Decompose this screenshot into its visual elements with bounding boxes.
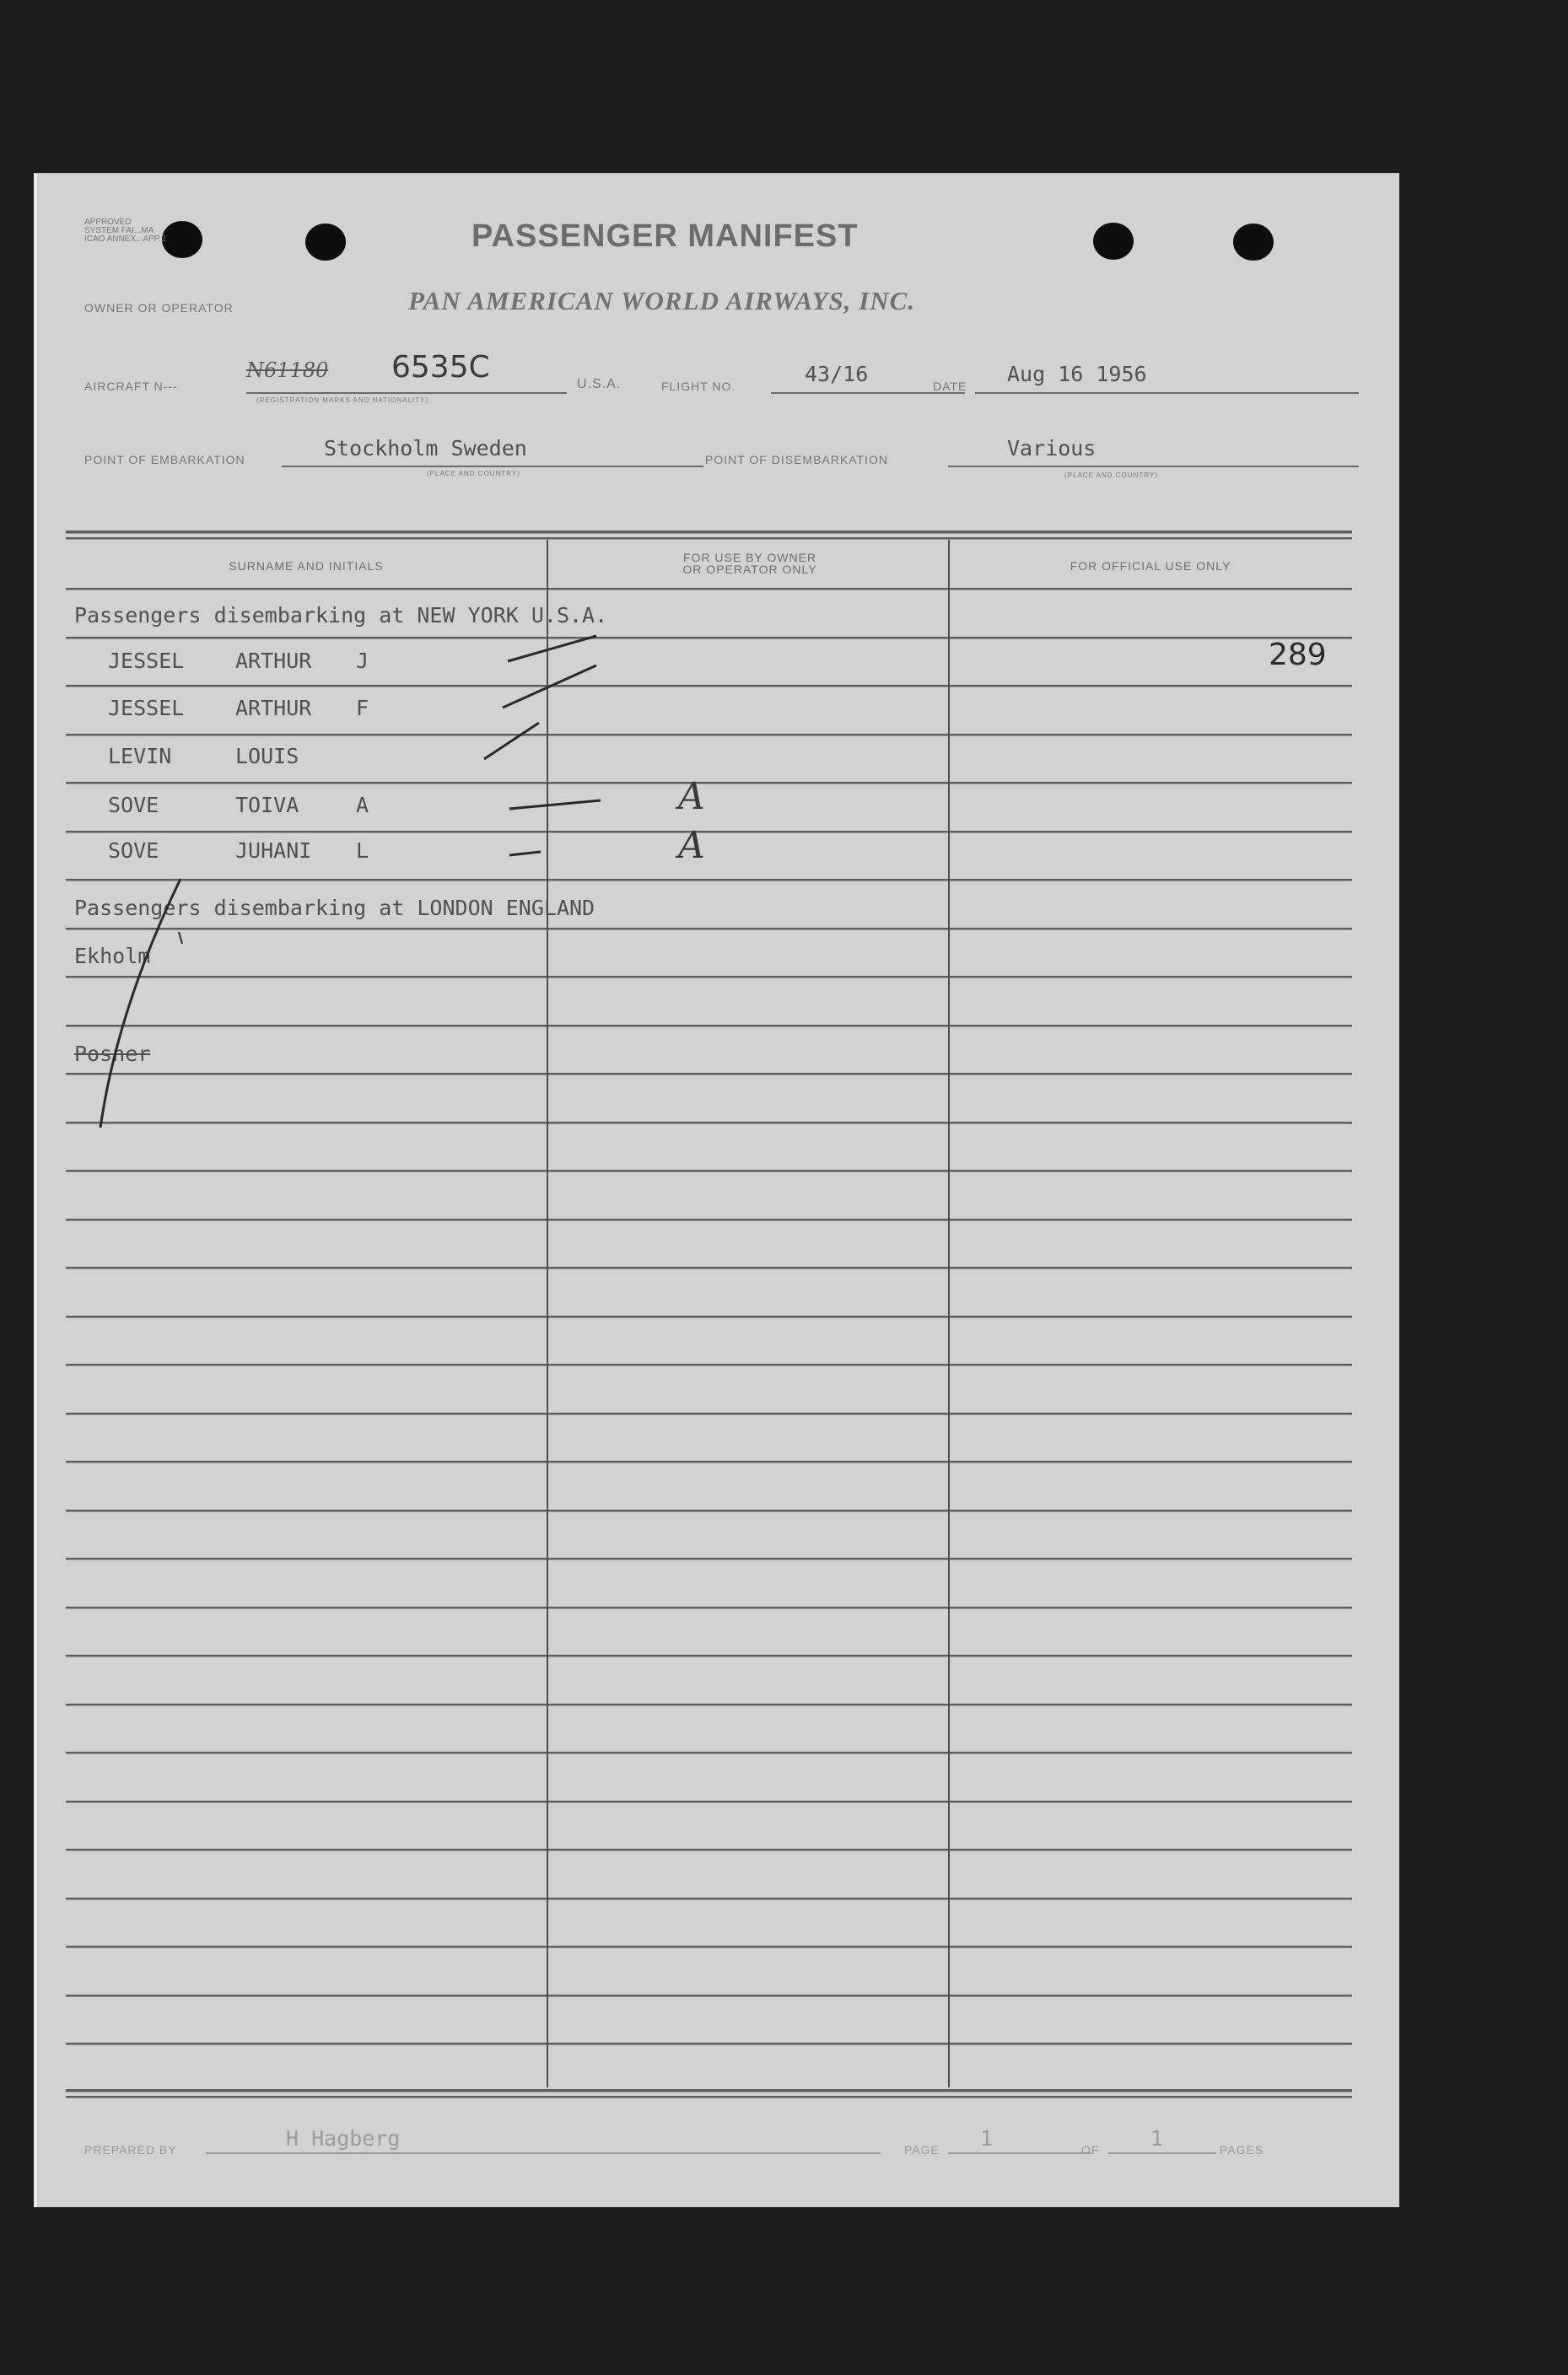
- passenger-surname: LEVIN: [108, 744, 172, 768]
- operator-name: PAN AMERICAN WORLD AIRWAYS, INC.: [408, 286, 916, 315]
- prepared-by: H Hagberg: [286, 2126, 401, 2151]
- pages-total: 1: [1150, 2126, 1164, 2151]
- passenger-name: Posner: [74, 1042, 151, 1066]
- flight-date: Aug 16 1956: [1007, 362, 1147, 386]
- table-bottom-rule: [66, 2089, 1352, 2092]
- date-label: DATE: [933, 380, 967, 393]
- passenger-initial: J: [356, 649, 369, 673]
- pages-underline: [1108, 2152, 1216, 2154]
- owner-mark: A: [678, 824, 705, 867]
- flight-no-label: FLIGHT NO.: [661, 380, 736, 393]
- page-underline: [948, 2152, 1091, 2154]
- pages-label: PAGES: [1220, 2143, 1264, 2157]
- passenger-initial: A: [356, 793, 369, 817]
- disembarkation-point: Various: [1007, 436, 1097, 460]
- passenger-surname: SOVE: [108, 838, 159, 863]
- passenger-initial: F: [356, 696, 369, 720]
- embarkation-caption: (PLACE AND COUNTRY): [427, 470, 520, 477]
- passenger-surname: JESSEL: [108, 696, 185, 720]
- passenger-surname: SOVE: [108, 793, 159, 817]
- official-stamp-number: 289: [1269, 638, 1327, 672]
- prepared-by-label: PREPARED BY: [84, 2143, 177, 2157]
- registration-struck: N61180: [246, 358, 329, 382]
- section-heading-london: Passengers disembarking at LONDON ENGLAND: [74, 896, 595, 920]
- disembarkation-label: POINT OF DISEMBARKATION: [705, 453, 888, 466]
- passenger-first-name: TOIVA: [235, 793, 299, 817]
- table-bottom-rule: [66, 2096, 1352, 2098]
- col-header-surname: SURNAME AND INITIALS: [229, 559, 384, 573]
- passenger-first-name: JUHANI: [235, 838, 312, 863]
- prepared-by-underline: [206, 2152, 881, 2154]
- passenger-first-name: ARTHUR: [235, 649, 312, 673]
- passenger-surname: JESSEL: [108, 649, 185, 673]
- handwritten-marks: [37, 175, 1399, 2207]
- disembarkation-caption: (PLACE AND COUNTRY): [1064, 471, 1158, 479]
- aircraft-label: AIRCRAFT N---: [84, 380, 178, 393]
- owner-mark: A: [678, 775, 705, 818]
- section-heading-new-york: Passengers disembarking at NEW YORK U.S.A.: [74, 603, 608, 627]
- passenger-name: Ekholm: [74, 944, 151, 968]
- page-number: 1: [980, 2126, 994, 2151]
- owner-label: OWNER OR OPERATOR: [84, 301, 234, 315]
- flight-number: 43/16: [805, 362, 869, 386]
- manifest-sheet: [34, 173, 1399, 2207]
- embarkation-point: Stockholm Sweden: [324, 436, 527, 460]
- passenger-first-name: ARTHUR: [235, 696, 312, 720]
- page-label: PAGE: [904, 2143, 940, 2157]
- passenger-initial: L: [356, 838, 369, 863]
- of-label: OF: [1081, 2143, 1100, 2157]
- form-title: PASSENGER MANIFEST: [471, 218, 859, 254]
- passenger-first-name: LOUIS: [235, 744, 299, 768]
- embarkation-label: POINT OF EMBARKATION: [84, 453, 245, 466]
- col-header-owner-use: FOR USE BY OWNER OR OPERATOR ONLY: [682, 551, 817, 576]
- approval-note: APPROVED SYSTEM FAI...MA ICAO ANNEX...APP.2: [84, 218, 166, 244]
- registration-caption: (REGISTRATION MARKS AND NATIONALITY): [256, 396, 429, 404]
- registration-handwritten: 6535C: [391, 350, 490, 385]
- nationality: U.S.A.: [577, 377, 622, 391]
- col-header-official: FOR OFFICIAL USE ONLY: [1070, 559, 1231, 573]
